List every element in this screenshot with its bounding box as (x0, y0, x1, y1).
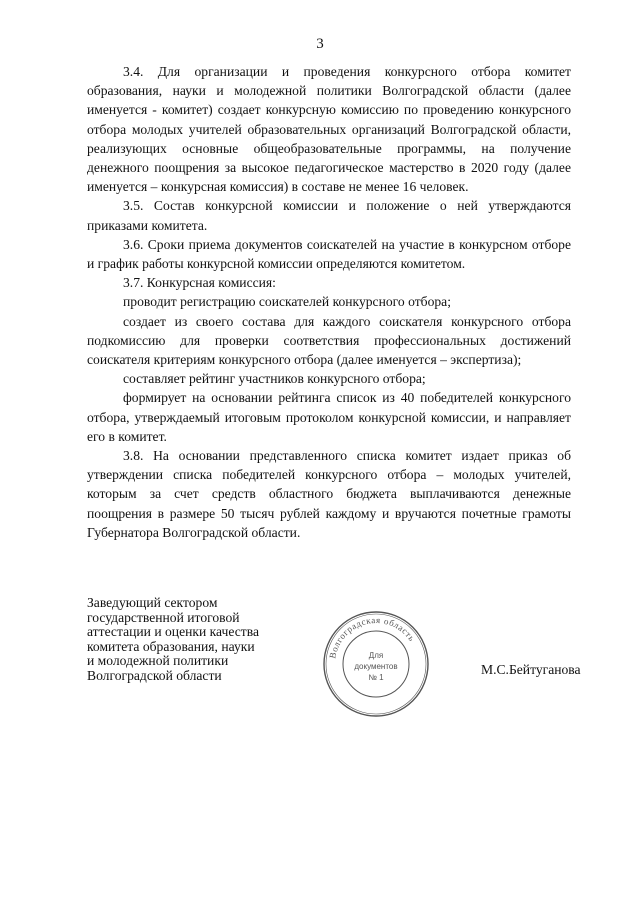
paragraph-3-8: 3.8. На основании представленного списка комитет издает приказ об утверждении списка победителей конкурсного отбора – молодых учителей, которым за счет средств областного бюджета выплачиваются денежные поощрения в размере 50 тысяч рублей каждому и вручаются почетные грамоты Губернатора Волгоградской области. (87, 448, 571, 540)
signer-name: М.С.Бейтуганова (481, 662, 581, 677)
signature-position (87, 596, 287, 683)
stamp-inner-line-2: документов (354, 662, 398, 671)
stamp-inner-line-3: № 1 (368, 673, 384, 682)
stamp-inner-line-1: Для (368, 651, 384, 660)
signature-line: и молодежной политики (87, 653, 229, 668)
signature-line: Волгоградской области (87, 667, 222, 683)
paragraph-3-7: 3.7. Конкурсная комиссия: (123, 275, 276, 291)
paragraph-3-7-item-2: создает из своего состава для каждого соискателя конкурсного отбора подкомиссию для проверки соответствия профессиональных достижений соискателя критериям конкурсного отбора (далее именуется – экспертиза); (87, 313, 571, 368)
paragraph-3-7-item-1: проводит регистрацию соискателей конкурсного отбора; (123, 294, 451, 310)
paragraph-3-4: 3.4. Для организации и проведения конкурсного отбора комитет образования, науки и молодежной политики Волгоградской области (далее именуется - комитет) создает конкурсную комиссию по проведению конкурсного отбора молодых учителей образовательных организаций Волгоградской области, реализующих основные общеобразовательные программы, на получение денежного поощрения за высокое педагогическое мастерство в 2020 году (далее именуется – конкурсная комиссия) в составе не менее 16 человек. (87, 64, 571, 195)
paragraph-3-7-item-3: составляет рейтинг участников конкурсного отбора; (123, 371, 426, 387)
signature-line: государственной итоговой (87, 609, 240, 625)
paragraph-3-6: 3.6. Сроки приема документов соискателей на участие в конкурсном отборе и график работы конкурсной комиссии определяются комитетом. (87, 236, 571, 272)
paragraph-3-5: 3.5. Состав конкурсной комиссии и положение о ней утверждаются приказами комитета. (87, 198, 571, 233)
official-stamp (322, 610, 430, 718)
signature-line: аттестации и оценки качества (87, 624, 260, 639)
stamp-ring-text: Волгоградская область (327, 614, 418, 660)
document-body (87, 62, 571, 542)
signature-line: комитета образования, науки (87, 638, 255, 654)
signature-line: Заведующий сектором (87, 595, 218, 610)
page-number: 3 (316, 36, 324, 52)
paragraph-3-7-item-4: формирует на основании рейтинга список из 40 победителей конкурсного отбора, утверждаемый итоговым протоколом конкурсной комиссии, и направляет его в комитет. (87, 390, 571, 444)
